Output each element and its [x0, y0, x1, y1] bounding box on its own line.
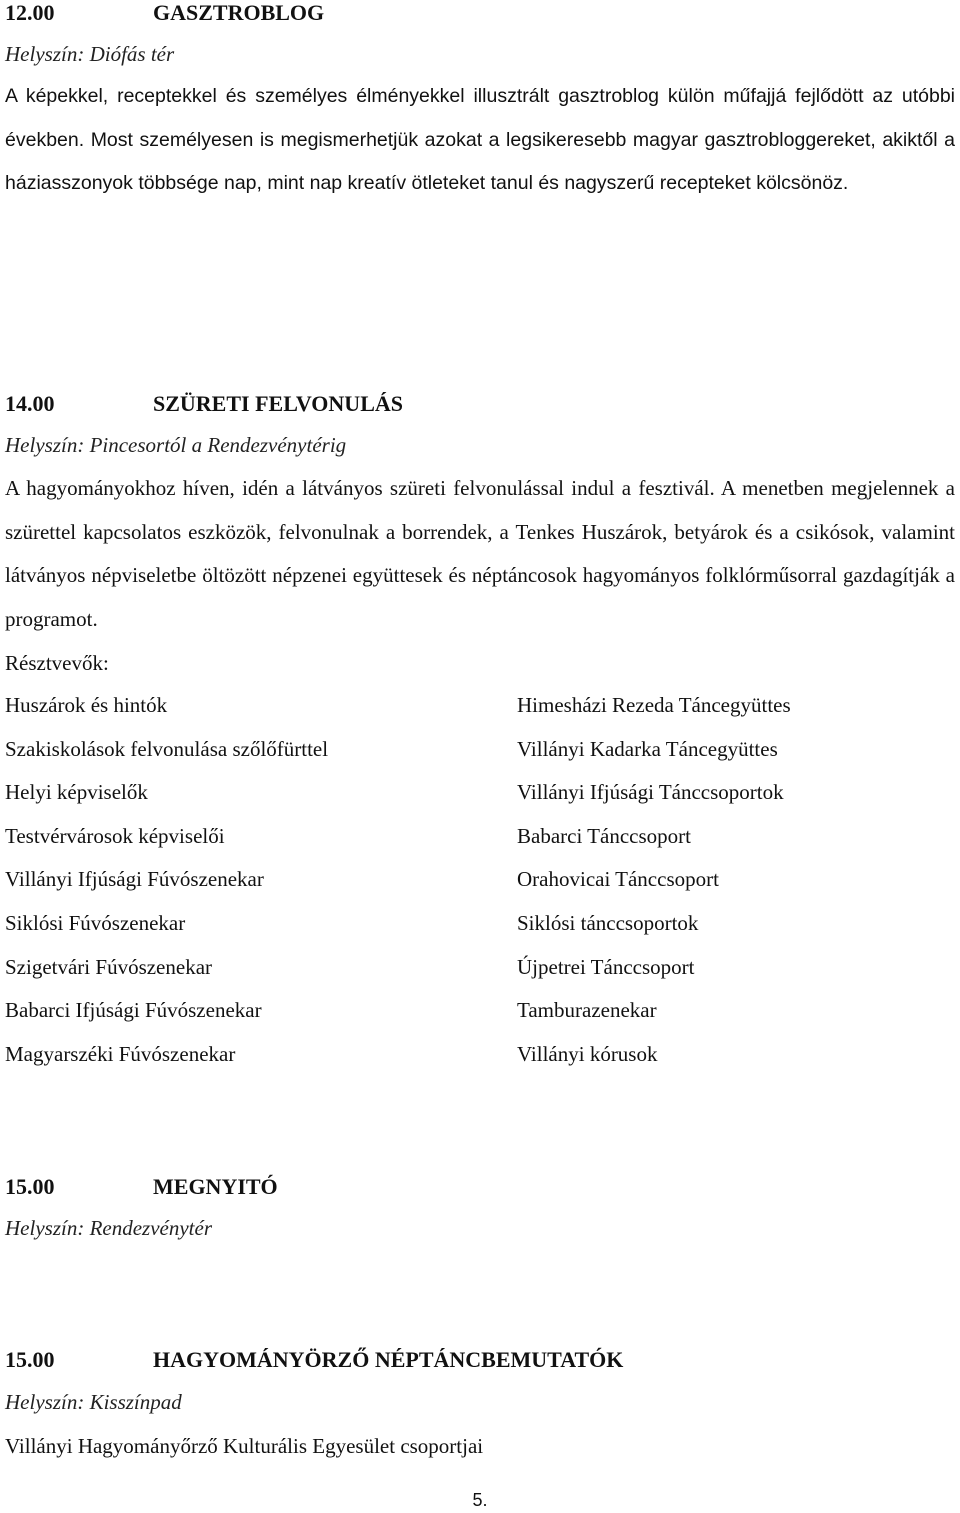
participants-label: Résztvevők: [5, 651, 109, 675]
participant-item: Szigetvári Fúvószenekar [5, 954, 213, 979]
section-text-gasztroblog: A képekkel, receptekkel és személyes élményekkel illusztrált gasztroblog külön műfajjá fejlődött az utóbbi években. Most személyesen is megismerhetjük azokat a legsikeresebb magyar gasztrobloggereket, akiktől a háziasszonyok többsége nap, mint nap kreatív ötleteket tanul és nagyszerű recepteket kölcsönöz. [5, 85, 955, 195]
participant-item: Testvérvárosok képviselői [5, 823, 225, 848]
section-location-neptanc: Helyszín: Kisszínpad [5, 1390, 182, 1414]
participants-list-left [5, 684, 328, 1076]
section-location-gasztroblog: Helyszín: Diófás tér [5, 42, 175, 66]
section-time-szureti: 14.00 [5, 391, 55, 416]
section-time-gasztroblog: 12.00 [5, 0, 55, 25]
participant-item: Siklósi tánccsoportok [517, 910, 699, 935]
section-title-szureti: SZÜRETI FELVONULÁS [153, 391, 403, 416]
participant-item: Tamburazenekar [517, 998, 657, 1023]
participant-item: Himesházi Rezeda Táncegyüttes [517, 693, 791, 717]
participant-item: Villányi Kadarka Táncegyüttes [517, 736, 778, 761]
participant-item: Babarci Tánccsoport [517, 823, 691, 848]
section-text-szureti: A hagyományokhoz híven, idén a látványos szüreti felvonulással indul a fesztivál. A menetben megjelennek a szürettel kapcsolatos eszközök, felvonulnak a borrendek, a Tenkes Huszárok, betyárok és a csikósok, valamint látványos népviseletbe öltözött népzenei együttesek és néptáncosok hagyományos folklórműsorral gazdagítják a programot. [5, 476, 955, 631]
participant-item: Orahovicai Tánccsoport [517, 867, 719, 892]
participant-item: Villányi kórusok [517, 1041, 658, 1066]
section-title-megnyito: MEGNYITÓ [153, 1174, 278, 1199]
section-text-neptanc: Villányi Hagyományőrző Kulturális Egyesület csoportjai [5, 1434, 484, 1458]
section-location-megnyito: Helyszín: Rendezvénytér [5, 1216, 212, 1240]
participant-item: Huszárok és hintók [5, 693, 168, 717]
participant-item: Szakiskolások felvonulása szőlőfürttel [5, 736, 329, 761]
participant-item: Siklósi Fúvószenekar [5, 910, 186, 935]
page-number: 5. [472, 1490, 488, 1510]
section-time-megnyito: 15.00 [5, 1174, 55, 1199]
section-title-neptanc: HAGYOMÁNYÖRZŐ NÉPTÁNCBEMUTATÓK [153, 1347, 624, 1372]
participant-item: Helyi képviselők [5, 780, 148, 805]
participant-item: Babarci Ifjúsági Fúvószenekar [5, 998, 262, 1023]
participants-list-right [517, 684, 791, 1076]
section-time-neptanc: 15.00 [5, 1347, 55, 1372]
section-location-szureti: Helyszín: Pincesortól a Rendezvénytérig [5, 433, 347, 457]
participant-item: Magyarszéki Fúvószenekar [5, 1041, 236, 1066]
participant-item: Újpetrei Tánccsoport [517, 954, 695, 979]
participant-item: Villányi Ifjúsági Tánccsoportok [517, 780, 784, 805]
section-title-gasztroblog: GASZTROBLOG [153, 0, 325, 25]
participant-item: Villányi Ifjúsági Fúvószenekar [5, 867, 264, 892]
